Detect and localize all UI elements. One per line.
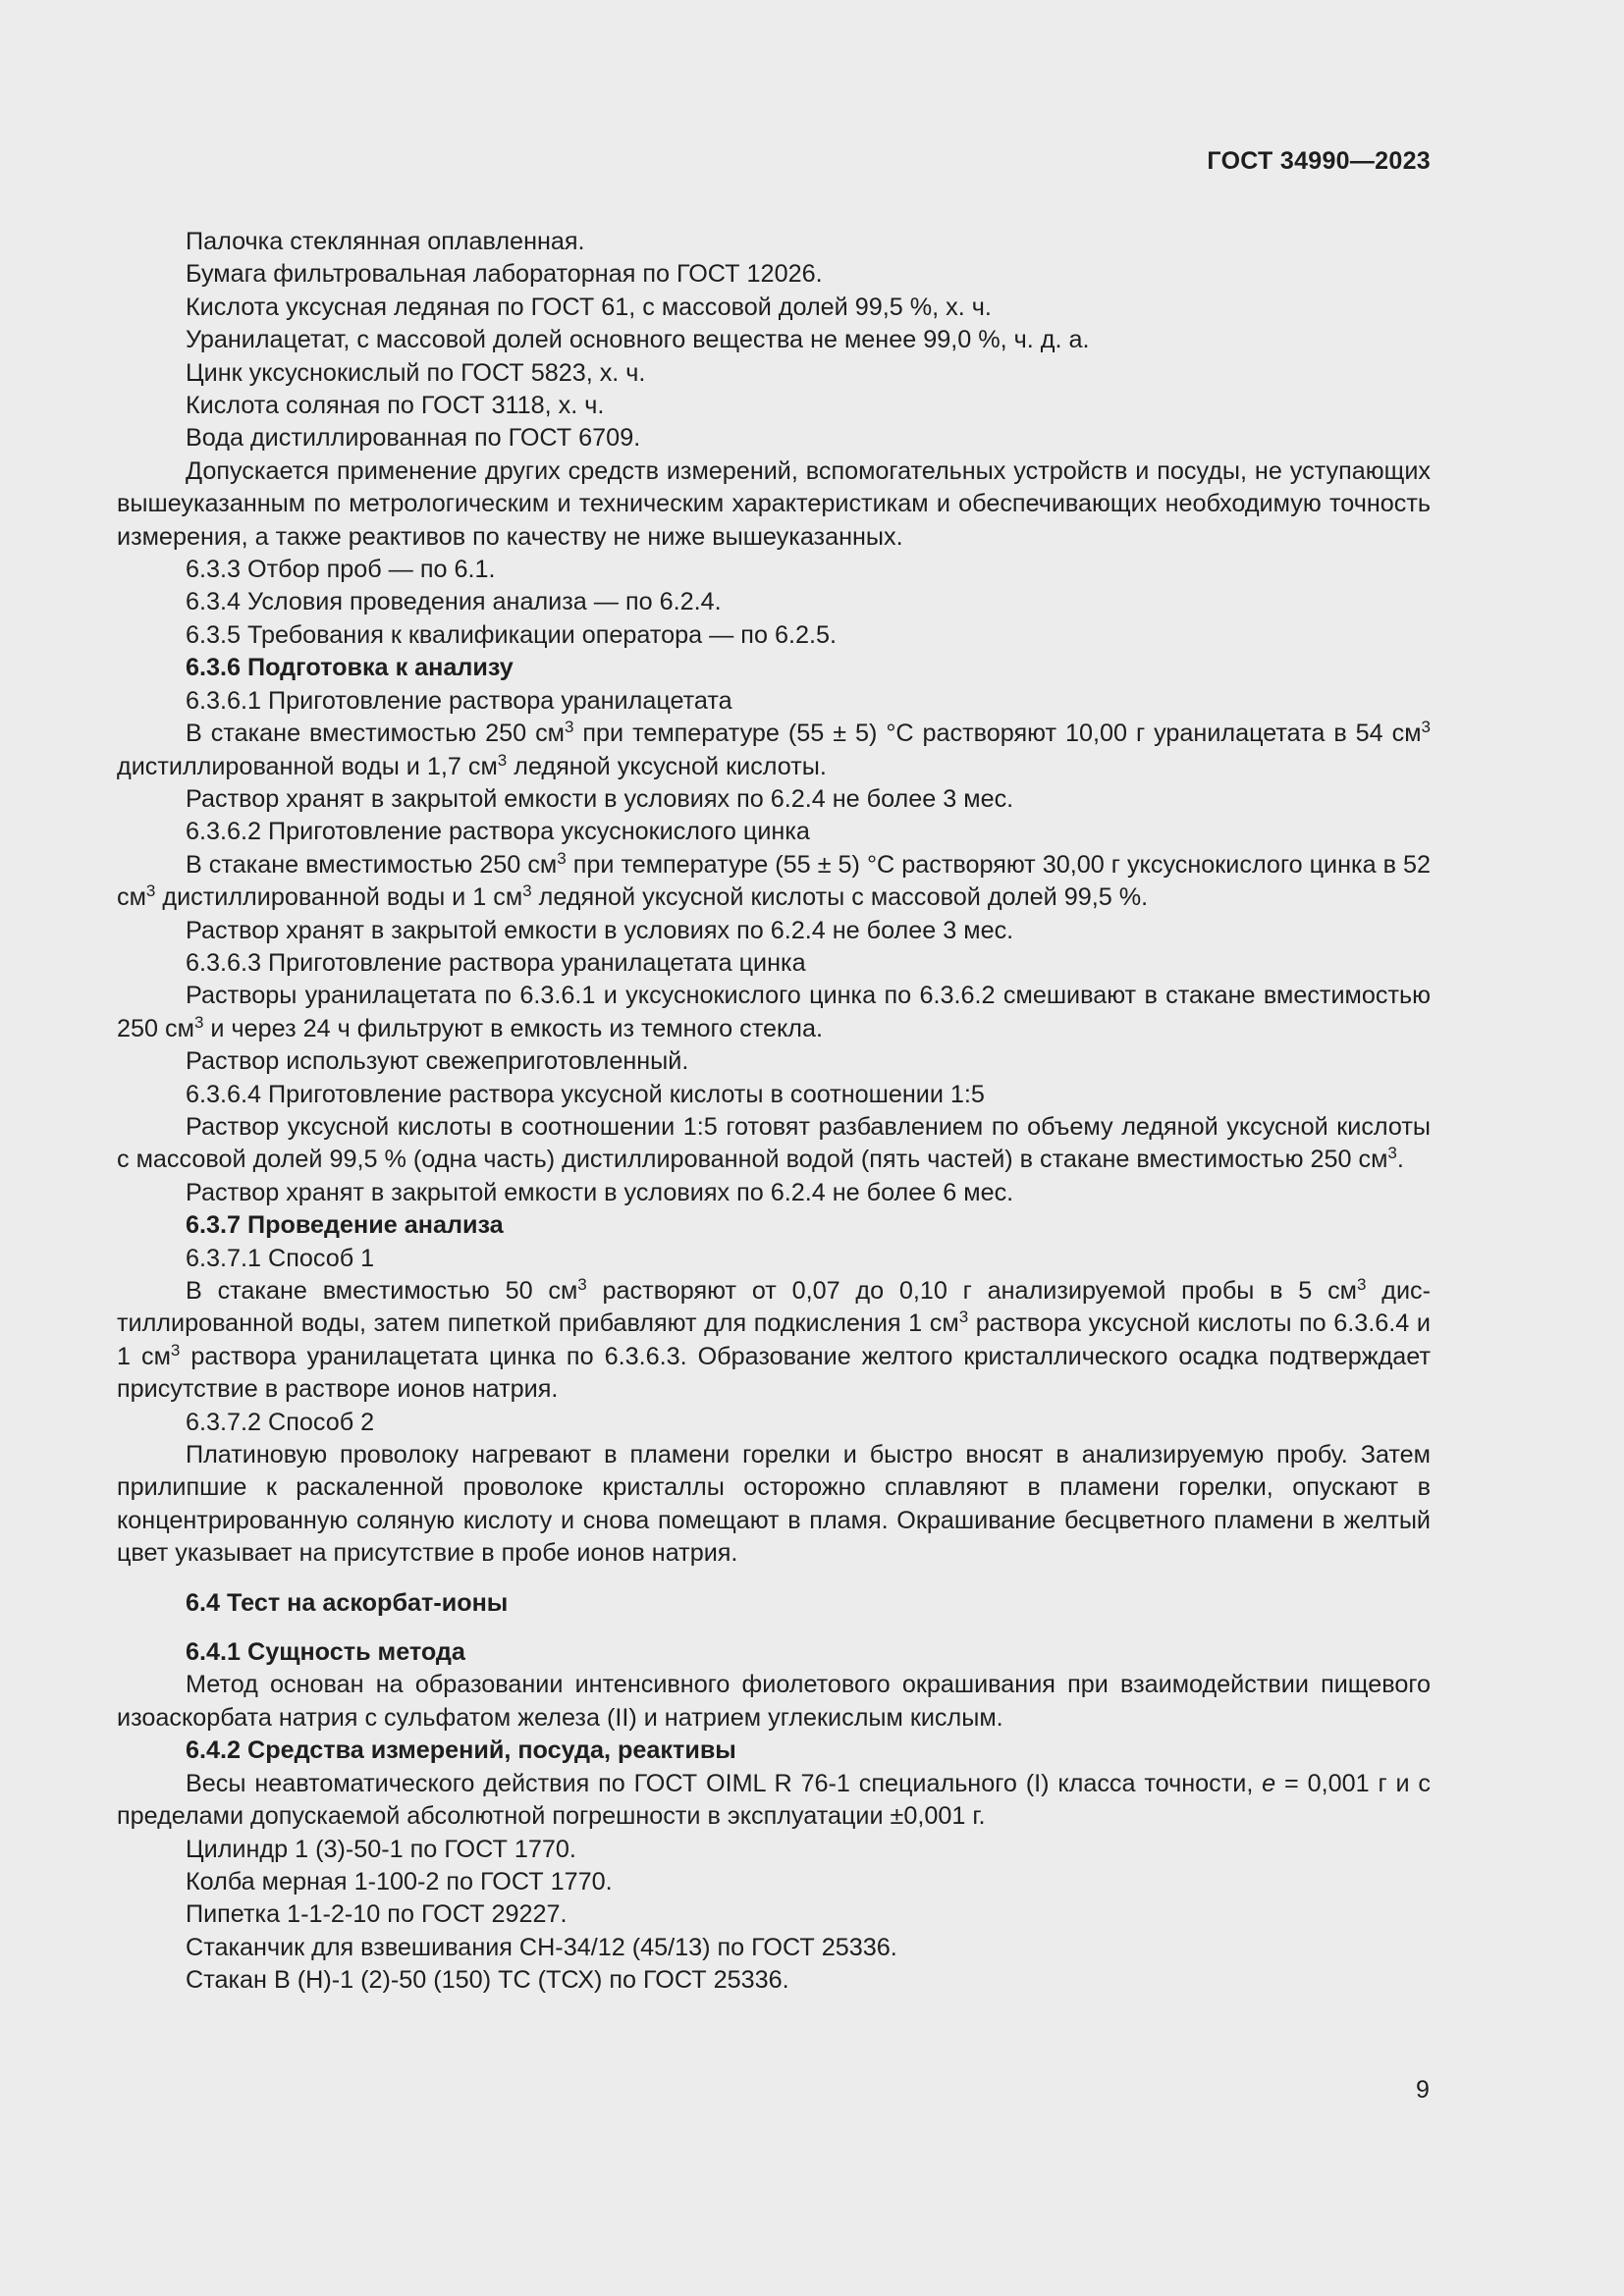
section-heading: 6.3.7 Проведение анализа: [186, 1211, 504, 1240]
paragraph: Метод основан на образовании интенсивного фиолетового окрашивания при взаимодействии пищевого изоаскорбата натрия с сульфатом железа (II) и натрием углекислым кислым.: [117, 1671, 1431, 1732]
paragraph: Раствор уксусной кислоты в соотношении 1:5 готовят разбавлением по объему ледяной уксусной кислоты с массовой долей 99,5 % (одна часть) дистиллированной водой (пять частей) в стакане вместимостью 250 $см^3$.: [117, 1112, 1431, 1174]
paragraph: Весы неавтоматического действия по ГОСТ OIML R 76-1 специального (I) класса точности, е = 0,001 г и с пределами допускаемой абсолютной погрешности в эксплуатации ±0,001 г.: [117, 1769, 1431, 1831]
paragraph: 6.3.5 Требования к квалификации оператора — по 6.2.5.: [186, 620, 837, 649]
list-item: Кислота уксусная ледяная по ГОСТ 61, с массовой долей 99,5 %, х. ч.: [186, 293, 992, 321]
list-item: Стаканчик для взвешивания СН-34/12 (45/13) по ГОСТ 25336.: [186, 1933, 897, 1961]
list-item: Колба мерная 1-100-2 по ГОСТ 1770.: [186, 1867, 613, 1896]
list-item: Цилиндр 1 (3)-50-1 по ГОСТ 1770.: [186, 1835, 576, 1863]
paragraph: 6.3.4 Условия проведения анализа — по 6.2.4.: [186, 588, 722, 616]
subsection-title: 6.3.7.1 Способ 1: [186, 1244, 375, 1272]
paragraph: 6.3.3 Отбор проб — по 6.1.: [186, 556, 496, 584]
list-item: Стакан В (Н)-1 (2)-50 (150) ТС (ТСХ) по ГОСТ 25336.: [186, 1966, 789, 1995]
paragraph: В стакане вместимостью 250 $см^3$ при температуре (55 ± 5) °С растворяют 10,00 г уранилацетата в 54 $см^3$ дистиллированной воды и 1,7 $см^3$ ледяной уксусной кислоты.: [117, 718, 1432, 780]
paragraph: Растворы уранилацетата по 6.3.6.1 и уксуснокислого цинка по 6.3.6.2 смешивают в стакане вместимостью 250 $см^3$ и через 24 ч фильтруют в емкость из темного стекла.: [117, 982, 1431, 1042]
section-heading: 6.4 Тест на аскорбат-ионы: [186, 1588, 509, 1617]
list-item: Палочка стеклянная оплавленная.: [186, 228, 585, 255]
paragraph: Платиновую проволоку нагревают в пламени горелки и быстро вносят в анализируемую пробу. Затем прилипшие к раскаленной проволоке кристаллы осторожно сплавляют в пламени горелки, опускают в концентрированную соляную кислоту и снова помещают в пламя. Окрашивание бесцветного пламени в желтый цвет указывает на присутствие в пробе ионов натрия.: [117, 1441, 1431, 1568]
paragraph: Раствор хранят в закрытой емкости в условиях по 6.2.4 не более 3 мес.: [186, 916, 1014, 944]
list-item: Кислота соляная по ГОСТ 3118, х. ч.: [186, 392, 605, 420]
list-item: Пипетка 1-1-2-10 по ГОСТ 29227.: [186, 1900, 568, 1929]
list-item: Уранилацетат, с массовой долей основного вещества не менее 99,0 %, ч. д. а.: [186, 326, 1090, 354]
subsection-title: 6.3.6.1 Приготовление раствора уранилацетата: [186, 686, 732, 715]
section-heading: 6.4.2 Средства измерений, посуда, реактивы: [186, 1736, 736, 1765]
subsection-title: 6.3.7.2 Способ 2: [186, 1408, 375, 1436]
section-heading: 6.4.1 Сущность метода: [186, 1638, 465, 1667]
paragraph: Раствор используют свежеприготовленный.: [186, 1047, 689, 1076]
paragraph: В стакане вместимостью 50 $см^3$ растворяют от 0,07 до 0,10 г анализируемой пробы в 5 $см^3$ дистиллированной воды, затем пипеткой прибавляют для подкисления 1 $см^3$ раствора уксусной кислоты по 6.3.6.4 и 1 $см^3$ раствора уранилацетата цинка по 6.3.6.3. Образование желтого кристаллического осадка подтверждает присутствие в растворе ионов натрия.: [117, 1275, 1431, 1404]
paragraph: Допускается применение других средств измерений, вспомогательных устройств и посуды, не уступающих вышеуказанным по метрологическим и техническим характеристикам и обеспечивающих необходимую точность измерения, а также реактивов по качеству не ниже вышеуказанных.: [117, 456, 1431, 551]
paragraph: Раствор хранят в закрытой емкости в условиях по 6.2.4 не более 3 мес.: [186, 784, 1014, 813]
paragraph: В стакане вместимостью 250 $см^3$ при температуре (55 ± 5) °С растворяют 30,00 г уксуснокислого цинка в 52 $см^3$ дистиллированной воды и 1 $см^3$ ледяной уксусной кислоты с массовой долей 99,5 %.: [117, 848, 1432, 912]
paragraph: Раствор хранят в закрытой емкости в условиях по 6.2.4 не более 6 мес.: [186, 1178, 1014, 1206]
list-item: Вода дистиллированная по ГОСТ 6709.: [186, 424, 641, 453]
page-number: 9: [1416, 2076, 1430, 2104]
section-heading: 6.3.6 Подготовка к анализу: [186, 654, 514, 682]
list-item: Бумага фильтровальная лабораторная по ГОСТ 12026.: [186, 260, 823, 289]
subsection-title: 6.3.6.2 Приготовление раствора уксуснокислого цинка: [186, 818, 810, 846]
subsection-title: 6.3.6.4 Приготовление раствора уксусной кислоты в соотношении 1:5: [186, 1080, 985, 1108]
document-id-header: ГОСТ 34990—2023: [1207, 147, 1431, 175]
subsection-title: 6.3.6.3 Приготовление раствора уранилацетата цинка: [186, 948, 806, 977]
list-item: Цинк уксуснокислый по ГОСТ 5823, х. ч.: [186, 358, 646, 387]
document-body: [117, 226, 1431, 1998]
